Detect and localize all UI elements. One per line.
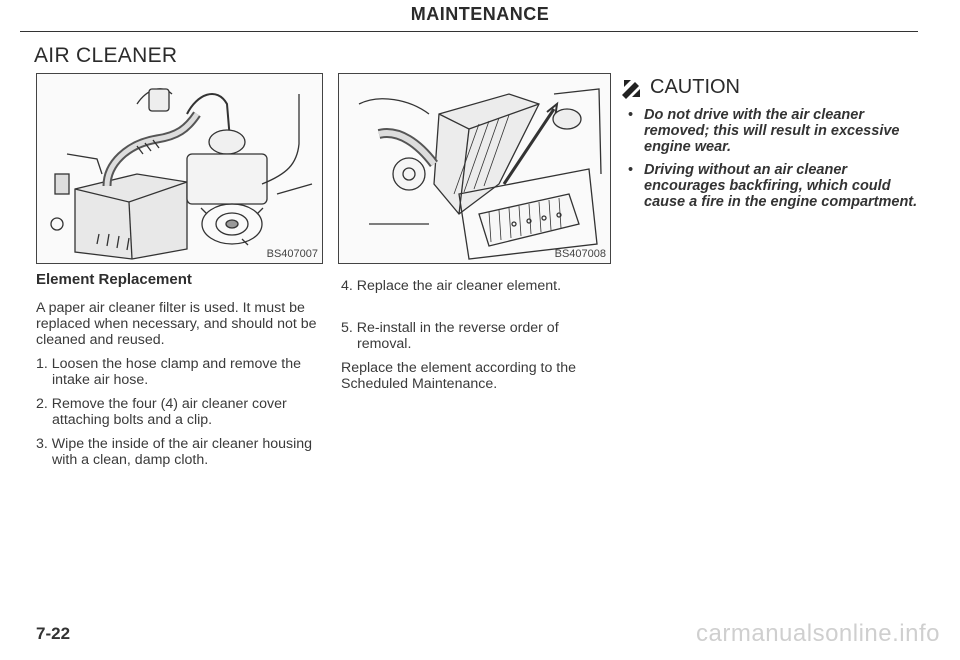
column-left — [36, 272, 326, 476]
caution-heading — [620, 76, 920, 99]
caution-title: CAUTION — [650, 76, 740, 98]
subheading-element-replacement: Element Replacement — [36, 271, 192, 288]
engine-bay-illustration — [37, 74, 322, 263]
step-4: 4. Replace the air cleaner element. — [341, 278, 562, 294]
step-5: 5. Re-install in the reverse order of removal. — [341, 320, 559, 352]
bullet: • — [628, 107, 634, 123]
step-3: 3. Wipe the inside of the air cleaner housing with a clean, damp cloth. — [36, 436, 313, 468]
step-2: 2. Remove the four (4) air cleaner cover attaching bolts and a clip. — [36, 396, 287, 428]
section-title: AIR CLEANER — [34, 44, 178, 67]
replacement-note: Replace the element according to the Scheduled Maintenance. — [341, 360, 577, 392]
caution-item — [628, 162, 920, 210]
air-cleaner-illustration — [339, 74, 610, 263]
column-middle — [341, 278, 616, 400]
caution-text: Do not drive with the air cleaner removed; this will result in excessive engine wear. — [644, 107, 900, 155]
header-divider — [20, 31, 918, 32]
page-number: 7-22 — [36, 624, 71, 643]
caution-text: Driving without an air cleaner encourages backfiring, which could cause a fire in the engine compartment. — [644, 162, 918, 210]
caution-item — [628, 107, 920, 155]
caution-section — [620, 76, 920, 217]
step-1: 1. Loosen the hose clamp and remove the intake air hose. — [36, 356, 302, 388]
intro-paragraph: A paper air cleaner filter is used. It must be replaced when necessary, and should not be cleaned and reused. — [36, 300, 317, 348]
caution-icon — [620, 77, 642, 99]
figure-code: BS407008 — [554, 248, 606, 260]
page-header-title: MAINTENANCE — [410, 4, 550, 24]
figure-air-cleaner-open — [338, 73, 611, 264]
figure-code: BS407007 — [266, 248, 318, 260]
bullet: • — [628, 162, 634, 178]
watermark: carmanualsonline.info — [696, 620, 940, 647]
figure-engine-bay — [36, 73, 323, 264]
